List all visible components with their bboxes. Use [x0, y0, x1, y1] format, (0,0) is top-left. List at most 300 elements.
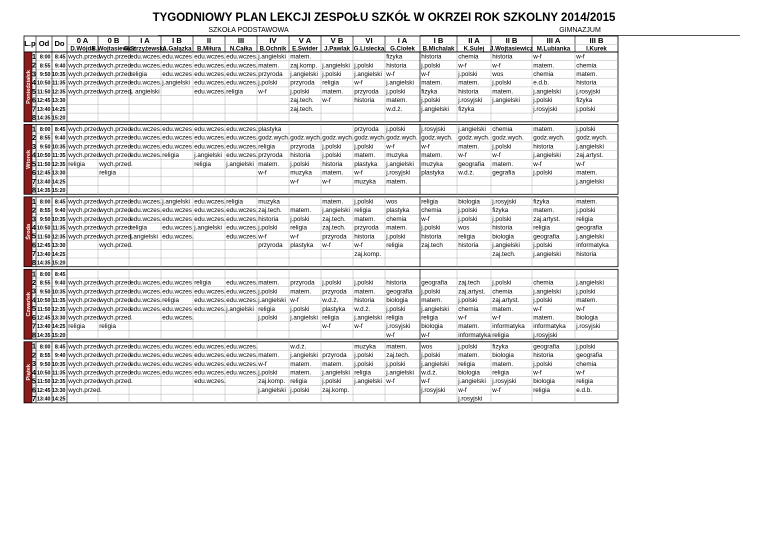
lesson-cell: przyroda — [322, 288, 347, 296]
lesson-number: 5 — [32, 159, 36, 169]
lesson-start: 11:50 — [37, 306, 51, 313]
lesson-number: 7 — [32, 321, 36, 331]
lesson-cell: wych.przed. — [68, 343, 102, 351]
lesson-start: 11:50 — [37, 161, 51, 168]
lesson-number: 4 — [32, 78, 36, 88]
lesson-cell: j.rosyjski — [492, 378, 517, 386]
lesson-end: 10:35 — [51, 144, 66, 151]
lesson-cell: zaj.komp. — [322, 386, 350, 394]
lesson-end: 14:25 — [51, 396, 66, 403]
lesson-cell: j.angielski — [576, 279, 604, 287]
lesson-cell: matem. — [386, 343, 408, 351]
lesson-cell: j.polski — [576, 125, 596, 133]
lesson-cell: plastyka — [322, 305, 346, 313]
lesson-cell: edu.wczes. — [162, 314, 194, 322]
lesson-cell: w-f — [576, 369, 585, 377]
lesson-cell: j.angielski — [322, 207, 350, 215]
lesson-cell: historia — [386, 279, 407, 287]
lesson-start: 10:50 — [36, 298, 51, 305]
lesson-cell: religia — [258, 143, 276, 151]
class-header: 0 A — [76, 36, 89, 45]
lesson-cell: edu.wczes. — [226, 352, 258, 360]
table-row — [32, 185, 66, 194]
lesson-start: 9:50 — [39, 71, 51, 78]
lesson-cell: j.polski — [492, 279, 512, 287]
lesson-cell: religia — [322, 314, 340, 322]
lesson-cell: edu.wczes. — [226, 79, 258, 87]
teacher-name: I.Kurek — [586, 45, 607, 53]
lesson-cell: zaj.tech. — [492, 250, 516, 258]
lesson-cell: wych.przed. — [68, 125, 102, 133]
lesson-cell: religia — [162, 152, 180, 160]
lesson-cell: chemia — [386, 215, 407, 223]
lesson-cell: historia — [354, 233, 375, 241]
header-do: Do — [54, 39, 65, 48]
lesson-cell: chemia — [533, 279, 554, 287]
lesson-cell: matem. — [322, 169, 344, 177]
lesson-cell: historia — [533, 143, 554, 151]
lesson-number: 1 — [32, 269, 36, 279]
lesson-end: 11:35 — [52, 80, 66, 87]
lesson-cell: wych.przed. — [68, 152, 102, 160]
lesson-cell: wych.przed. — [68, 207, 102, 215]
lesson-number: 3 — [32, 69, 36, 79]
lesson-cell: w-f — [290, 297, 299, 305]
lesson-cell: zaj.tech. — [322, 215, 346, 223]
lesson-cell: przyroda — [290, 279, 315, 287]
lesson-cell: j.angielski — [576, 143, 604, 151]
lesson-cell: religia — [226, 198, 244, 206]
lesson-end: 13:30 — [51, 98, 66, 105]
lesson-cell: j.angielski — [258, 53, 286, 61]
lesson-cell: edu.wczes — [162, 134, 192, 142]
lesson-cell: j.angielski — [130, 233, 158, 241]
table-row — [32, 342, 595, 351]
lesson-cell: godz.wych. — [533, 134, 565, 142]
lesson-cell: religia — [386, 242, 404, 250]
lesson-end: 11:35 — [52, 153, 66, 160]
lesson-end: 11:35 — [52, 370, 66, 377]
lesson-cell: godz.wych. — [421, 134, 453, 142]
lesson-cell: j.polski — [492, 215, 512, 223]
lesson-start: 12:45 — [36, 98, 51, 105]
lesson-start: 13:40 — [36, 396, 51, 403]
lesson-cell: w.d.ż. — [290, 343, 307, 351]
lesson-end: 8:45 — [54, 199, 66, 206]
class-header: I A — [140, 36, 150, 45]
lesson-cell: matem. — [258, 279, 280, 287]
lesson-cell: wych.przed. — [99, 79, 133, 87]
lesson-cell: religia — [290, 378, 308, 386]
lesson-cell: wych.przed. — [68, 224, 102, 232]
lesson-cell: religia — [576, 378, 594, 386]
lesson-number: 6 — [32, 168, 36, 178]
table-row — [32, 87, 600, 96]
lesson-cell: edu.wczes. — [194, 53, 226, 61]
lesson-cell: edu.wczes. — [226, 125, 258, 133]
lesson-cell: w-f — [354, 169, 363, 177]
lesson-cell: w-f — [421, 331, 430, 339]
teacher-name: J.Pawlak — [324, 45, 350, 53]
lesson-number: 8 — [32, 257, 36, 267]
lesson-cell: w-f — [458, 386, 467, 394]
table-row — [32, 368, 585, 377]
lesson-cell: edu.wczes — [162, 305, 192, 313]
teacher-name: B.Ochnik — [259, 45, 287, 53]
lesson-cell: przyroda — [290, 79, 315, 87]
lesson-cell: w-f — [492, 314, 501, 322]
lesson-cell: godz.wych. — [258, 134, 290, 142]
lesson-end: 10:35 — [51, 71, 66, 78]
lesson-cell: j.angielski — [576, 178, 604, 186]
lesson-number: 5 — [32, 231, 36, 241]
lesson-cell: zaj.tech. — [290, 105, 314, 113]
lesson-cell: j.rosyjski — [458, 97, 483, 105]
lesson-cell: edu.wczes — [162, 352, 192, 360]
lesson-cell: gegrafia — [492, 169, 515, 177]
lesson-cell: j.angielski — [386, 79, 414, 87]
lesson-cell: biologia — [458, 198, 480, 206]
lesson-cell: j.angielski — [492, 97, 520, 105]
lesson-cell: matem. — [576, 198, 598, 206]
lesson-cell: w-f — [322, 97, 331, 105]
lesson-cell: edu.wczes — [162, 343, 192, 351]
lesson-cell: matem. — [458, 352, 480, 360]
lesson-end: 8:45 — [54, 271, 66, 278]
lesson-end: 10:35 — [51, 289, 66, 296]
lesson-cell: j.polski — [533, 297, 553, 305]
lesson-cell: matem. — [421, 297, 443, 305]
lesson-cell: wych.przed. — [68, 215, 102, 223]
lesson-cell: informatyka — [533, 323, 566, 331]
lesson-cell: religia — [533, 224, 551, 232]
lesson-end: 10:35 — [51, 216, 66, 223]
lesson-cell: godz.wych. — [290, 134, 322, 142]
lesson-cell: wych.przed. — [68, 314, 102, 322]
lesson-cell: muzyka — [386, 152, 408, 160]
lesson-cell: edu.wczes — [162, 215, 192, 223]
lesson-number: 2 — [32, 60, 36, 70]
lesson-cell: w-f — [354, 323, 363, 331]
lesson-cell: religia — [354, 369, 372, 377]
lesson-cell: edu.wczes. — [194, 125, 226, 133]
lesson-cell: edu.wczes. — [194, 88, 226, 96]
lesson-cell: religia — [194, 279, 212, 287]
lesson-cell: w-f — [421, 143, 430, 151]
lesson-cell: wych.przed. — [99, 305, 133, 313]
lesson-end: 8:45 — [54, 344, 66, 351]
lesson-cell: wych.przed. — [68, 279, 102, 287]
lesson-cell: biologia — [421, 323, 443, 331]
lesson-cell: w-f — [421, 215, 430, 223]
lesson-cell: zaj.artyst. — [458, 288, 486, 296]
lesson-cell: edu.wczes. — [130, 152, 162, 160]
lesson-cell: j.polski — [322, 70, 342, 78]
lesson-number: 1 — [32, 196, 36, 206]
lesson-cell: w-f — [458, 62, 467, 70]
table-row — [32, 206, 595, 215]
lesson-cell: religia — [130, 224, 148, 232]
lesson-cell: j.polski — [458, 70, 478, 78]
lesson-cell: wych.przed. — [68, 378, 102, 386]
lesson-cell: religia — [492, 369, 510, 377]
lesson-cell: w-f — [458, 314, 467, 322]
lesson-cell: j.polski — [354, 143, 374, 151]
lesson-cell: matem. — [386, 97, 408, 105]
lesson-cell: j.rosyjski — [533, 105, 558, 113]
lesson-cell: plastyka — [290, 242, 314, 250]
table-row — [32, 69, 597, 78]
lesson-end: 13:30 — [51, 387, 66, 394]
lesson-cell: geografia — [533, 343, 560, 351]
class-header: III — [237, 36, 245, 45]
table-row — [32, 223, 603, 232]
lesson-cell: edu.wczes. — [194, 79, 226, 87]
lesson-cell: j.polski — [322, 279, 342, 287]
lesson-cell: geografia — [576, 224, 603, 232]
lesson-cell: wych.przed. — [68, 233, 102, 241]
lesson-cell: j.angielski — [386, 369, 414, 377]
lesson-cell: religia — [68, 323, 86, 331]
lesson-cell: j.polski — [576, 288, 596, 296]
lesson-number: 5 — [32, 376, 36, 386]
lesson-cell: j.angielski — [194, 224, 222, 232]
lesson-cell: biologia — [576, 314, 598, 322]
lesson-cell: wych.przed. — [99, 143, 133, 151]
lesson-cell: w-f — [290, 233, 299, 241]
lesson-cell: godz.wych. — [386, 134, 418, 142]
lesson-cell: edu.wczes — [162, 369, 192, 377]
lesson-cell: w-f — [492, 152, 501, 160]
lesson-cell: przyroda — [322, 352, 347, 360]
lesson-cell: w-f — [533, 369, 542, 377]
lesson-cell: wos — [492, 70, 504, 78]
class-header: I B — [172, 36, 182, 45]
lesson-cell: matem. — [533, 207, 555, 215]
page-title: TYGODNIOWY PLAN LEKCJI ZESPOŁU SZKÓŁ W OKRZEI ROK SZKOLNY 2014/2015 — [152, 12, 616, 24]
lesson-cell: matem. — [290, 53, 312, 61]
lesson-cell: w-f — [492, 62, 501, 70]
lesson-start: 8:55 — [39, 353, 51, 360]
lesson-cell: j.polski — [533, 242, 553, 250]
lesson-end: 9:40 — [54, 63, 66, 70]
lesson-cell: matem. — [322, 88, 344, 96]
lesson-cell: historia — [533, 352, 554, 360]
class-header: III B — [589, 36, 604, 45]
lesson-end: 12:35 — [51, 379, 66, 386]
table-row — [32, 304, 585, 313]
lesson-cell: wych.przed. — [99, 224, 133, 232]
lesson-cell: edu.wczes. — [226, 215, 258, 223]
lesson-start: 8:55 — [39, 208, 51, 215]
table-row — [32, 313, 598, 322]
lesson-cell: wych.przed. — [99, 297, 133, 305]
lesson-end: 8:45 — [54, 126, 66, 133]
lesson-start: 8:00 — [39, 344, 51, 351]
lesson-cell: j.angielski — [533, 152, 561, 160]
lesson-end: 9:40 — [54, 353, 66, 360]
lesson-cell: biologia — [386, 297, 408, 305]
lesson-cell: edu.wczes. — [226, 53, 258, 61]
day-label: Czwartek — [26, 291, 32, 317]
lesson-cell: wych.przed. — [99, 215, 133, 223]
table-row — [32, 258, 66, 267]
lesson-cell: zaj.artyst. — [533, 215, 561, 223]
lesson-cell: w-f — [258, 233, 267, 241]
teacher-name: B.Wojtasiewicz — [91, 45, 136, 53]
lesson-cell: w-f — [533, 53, 542, 61]
lesson-cell: matem. — [290, 369, 312, 377]
table-row — [32, 142, 604, 151]
lesson-cell: matem. — [533, 314, 555, 322]
teacher-name: B.Michalak — [422, 45, 455, 53]
class-header: I A — [397, 36, 408, 45]
lesson-cell: j.polski — [421, 97, 441, 105]
lesson-cell: j.rosyjski — [458, 395, 483, 403]
lesson-cell: j.polski — [290, 160, 310, 168]
table-row — [32, 78, 597, 87]
lesson-cell: edu.wczes. — [226, 224, 258, 232]
lesson-cell: wych.przed. — [99, 198, 133, 206]
lesson-cell: historia — [421, 233, 442, 241]
lesson-cell: edu.wczes — [162, 360, 192, 368]
lesson-cell: matem. — [576, 297, 598, 305]
lesson-cell: e.d.b. — [533, 79, 549, 87]
lesson-cell: religia — [386, 314, 404, 322]
lesson-cell: informatyka — [458, 331, 491, 339]
lesson-cell: matem. — [386, 178, 408, 186]
lesson-cell: edu.wczes — [162, 62, 192, 70]
lesson-cell: wos — [386, 198, 398, 206]
lesson-cell: w-f — [421, 70, 430, 78]
lesson-cell: wych.przed. — [99, 125, 133, 133]
lesson-cell: j.angielski — [576, 233, 604, 241]
table-row — [32, 278, 604, 287]
lesson-cell: informatyka — [492, 323, 525, 331]
lesson-number: 4 — [32, 295, 36, 305]
lesson-cell: edu.wczes. — [130, 343, 162, 351]
lesson-cell: edu.wczes. — [130, 288, 162, 296]
lesson-cell: biologia — [492, 233, 514, 241]
day-block — [24, 342, 618, 403]
lesson-cell: historia — [492, 224, 513, 232]
lesson-cell: fizyka — [421, 88, 438, 96]
lesson-cell: j.polski — [576, 207, 596, 215]
lesson-cell: w-f — [576, 160, 585, 168]
lesson-cell: wych.przed. — [68, 88, 102, 96]
lesson-cell: muzyka — [258, 198, 280, 206]
lesson-cell: historia — [576, 79, 597, 87]
lesson-cell: matem. — [492, 360, 514, 368]
lesson-cell: e.d.b. — [576, 386, 592, 394]
day-block — [24, 269, 618, 339]
lesson-cell: wos — [458, 224, 470, 232]
lesson-cell: wych.przed. — [99, 378, 133, 386]
lesson-cell: w.d.ż. — [458, 169, 475, 177]
lesson-cell: edu.wczes. — [226, 360, 258, 368]
lesson-cell: edu.wczes. — [226, 343, 258, 351]
lesson-start: 12:45 — [36, 243, 51, 250]
lesson-cell: przyroda — [354, 125, 379, 133]
lesson-cell: wych.przed. — [68, 386, 102, 394]
teacher-name: N.Całka — [229, 45, 253, 53]
lesson-cell: j.polski — [458, 215, 478, 223]
lesson-cell: zaj.tech — [421, 242, 443, 250]
teacher-name: D.Wójda — [70, 45, 95, 53]
lesson-end: 9:40 — [54, 135, 66, 142]
lesson-end: 8:45 — [54, 54, 66, 61]
lesson-cell: j.angielski — [226, 160, 254, 168]
lesson-cell: j.polski — [458, 297, 478, 305]
lesson-cell: religia — [258, 305, 276, 313]
lesson-cell: matem. — [492, 305, 514, 313]
class-header: V A — [298, 36, 312, 45]
lesson-start: 8:55 — [39, 135, 51, 142]
teacher-name: G.Ciołek — [390, 45, 415, 53]
lesson-cell: j.polski — [492, 143, 512, 151]
lesson-cell: edu.wczes. — [194, 207, 226, 215]
lesson-cell: j.angielski — [533, 88, 561, 96]
lesson-cell: edu.wczes. — [194, 369, 226, 377]
lesson-start: 10:50 — [36, 225, 51, 232]
lesson-cell: matem. — [533, 125, 555, 133]
table-row — [32, 240, 609, 249]
lesson-cell: edu.wczes — [162, 143, 192, 151]
lesson-cell: edu.wczes — [162, 207, 192, 215]
lesson-cell: j.polski — [533, 169, 553, 177]
lesson-number: 8 — [32, 113, 36, 123]
day-block — [24, 197, 618, 267]
lesson-end: 10:35 — [51, 361, 66, 368]
lesson-start: 8:55 — [39, 63, 51, 70]
lesson-cell: chemia — [458, 53, 479, 61]
lesson-cell: historia — [492, 53, 513, 61]
lesson-cell: edu.wczes. — [226, 62, 258, 70]
lesson-cell: wych.przed. — [68, 297, 102, 305]
lesson-number: 7 — [32, 394, 36, 404]
lesson-cell: matem. — [290, 360, 312, 368]
lesson-cell: historia — [354, 97, 375, 105]
lesson-cell: przyroda — [354, 88, 379, 96]
teacher-name: E.Swider — [292, 45, 318, 53]
lesson-start: 11:50 — [37, 234, 51, 241]
lesson-cell: j.angielski — [458, 125, 486, 133]
lesson-cell: w-f — [386, 143, 395, 151]
lesson-end: 15:20 — [51, 332, 66, 339]
lesson-cell: matem. — [458, 323, 480, 331]
day-block — [24, 124, 618, 194]
lesson-start: 8:00 — [39, 271, 51, 278]
lesson-cell: matem. — [258, 62, 280, 70]
lesson-cell: chemia — [421, 207, 442, 215]
lesson-cell: edu.wczes. — [194, 62, 226, 70]
lesson-cell: j.angielski — [226, 305, 254, 313]
lesson-cell: zaj.komp. — [290, 62, 318, 70]
table-row — [32, 287, 595, 296]
lesson-cell: religia — [226, 88, 244, 96]
lesson-cell: zaj.tech. — [258, 207, 282, 215]
table-row — [32, 197, 597, 206]
lesson-end: 13:30 — [51, 170, 66, 177]
lesson-cell: przyroda — [258, 152, 283, 160]
table-row — [32, 232, 604, 241]
lesson-cell: w-f — [492, 386, 501, 394]
lesson-number: 1 — [32, 341, 36, 351]
lesson-cell: j.angielski — [492, 242, 520, 250]
lesson-cell: historia — [576, 250, 597, 258]
lesson-cell: fizyka — [576, 97, 593, 105]
lesson-cell: religia — [492, 331, 510, 339]
